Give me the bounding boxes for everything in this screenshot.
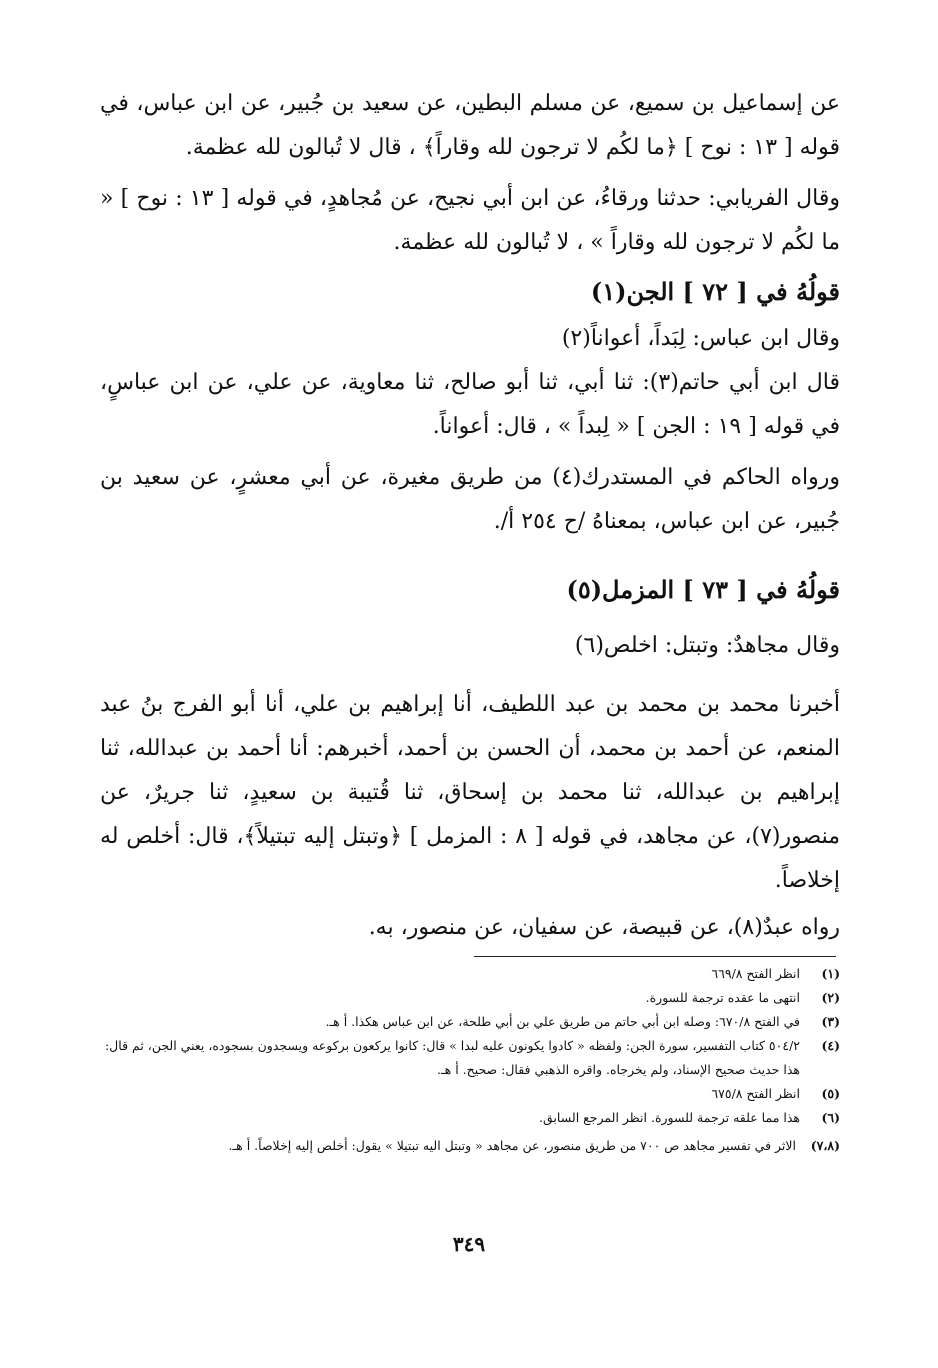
paragraph-6: وقال مجاهدٌ: وتبتل: اخلص(٦) [574,633,840,658]
paragraph-2: وقال الفريابي: حدثنا ورقاءُ، عن ابن أبي نجيح، عن مُجاهدٍ، في قوله [ ١٣ : نوح ] « ما لكُم لا ترجون لله وقاراً » ، لا تُبالون لله عظمة. [100,186,840,255]
footnote-item [100,1082,840,1106]
footnote-text: هذا مما علقه ترجمة للسورة. انظر المرجع السابق. [539,1110,800,1125]
paragraph-3: وقال ابن عباس: لِبَداً، أعواناً(٢) [561,326,840,351]
footnote-text: انتهى ما عقده ترجمة للسورة. [645,990,800,1005]
footnote-text: انظر الفتح ٦٧٥/٨ [711,1086,800,1101]
paragraph-4: قال ابن أبي حاتم(٣): ثنا أبي، ثنا أبو صالح، ثنا معاوية، عن علي، عن ابن عباسٍ، في قوله [ ١٩ : الجن ] « لِبداً » ، قال: أعواناً. [100,370,841,439]
footnote-text: انظر الفتح ٦٦٩/٨ [711,966,800,981]
footnote-item [100,1106,840,1130]
footnotes [100,962,840,1158]
footnote-item [100,1010,840,1034]
footnote-text: الاثر في تفسير مجاهد ص ٧٠٠ من طريق منصور، عن مجاهد « وتبتل اليه تبتيلا » يقول: أخلص إليه إخلاصاً. أ هـ. [228,1138,796,1153]
footnote-text: في الفتح ٦٧٠/٨: وصله ابن أبي حاتم من طريق علي بن أبي طلحة، عن ابن عباس هكذا. أ هـ. [325,1014,800,1029]
paragraph-1: عن إسماعيل بن سميع، عن مسلم البطين، عن سعيد بن جُبير، عن ابن عباس، في قوله [ ١٣ : نوح ] ﴿ما لكُم لا ترجون لله وقاراً﴾ ، قال لا تُبالون لله عظمة. [100,91,840,160]
footnote-number: (٤) [821,1038,840,1053]
footnote-number: (٧،٨) [810,1138,840,1153]
footnote-divider [474,956,836,957]
footnote-number: (١) [821,966,840,981]
section-heading-jinn: قولُهُ في [ ٧٢ ] الجن(١) [590,277,840,306]
footnote-item [100,986,840,1010]
footnote-item [100,1034,840,1082]
section-heading-muzzammil: قولُهُ في [ ٧٣ ] المزمل(٥) [566,575,840,604]
footnote-text: ٥٠٤/٢ كتاب التفسير، سورة الجن: ولفظه « كادوا يكونون عليه لبدا » قال: كانوا يركعون بركوعه ويسجدون بسجوده، يعني الجن، ثم قال: هذا حديث صحيح الإسناد، ولم يخرجاه. واقره الذهبي فقال: صحيح. أ هـ. [104,1038,800,1077]
footnote-number: (٢) [821,990,840,1005]
footnote-number: (٦) [821,1110,840,1125]
paragraph-5: ورواه الحاكم في المستدرك(٤) من طريق مغيرة، عن أبي معشرٍ، عن سعيد بن جُبير، عن ابن عباس، بمعناهُ /ح ٢٥٤ أ/. [100,465,840,534]
footnote-number: (٥) [821,1086,840,1101]
footnote-item [100,1134,840,1158]
footnote-item [100,962,840,986]
paragraph-7: أخبرنا محمد بن محمد بن عبد اللطيف، أنا إبراهيم بن علي، أنا أبو الفرج بنُ عبد المنعم، عن أحمد بن محمد، أن الحسن بن أحمد، أخبرهم: أنا أحمد بن عبدالله، ثنا إبراهيم بن عبدالله، ثنا محمد بن إسحاق، ثنا قُتيبة بن سعيدٍ، ثنا جريرٌ، عن منصور(٧)، عن مجاهد، في قوله [ ٨ : المزمل ] ﴿وتبتل إليه تبتيلاً﴾، قال: أخلص له إخلاصاً. [100,692,840,893]
footnote-number: (٣) [821,1014,840,1029]
paragraph-8: رواه عبدٌ(٨)، عن قبيصة، عن سفيان، عن منصور، به. [368,915,840,940]
page-number: ٣٤٩ [452,1232,486,1256]
